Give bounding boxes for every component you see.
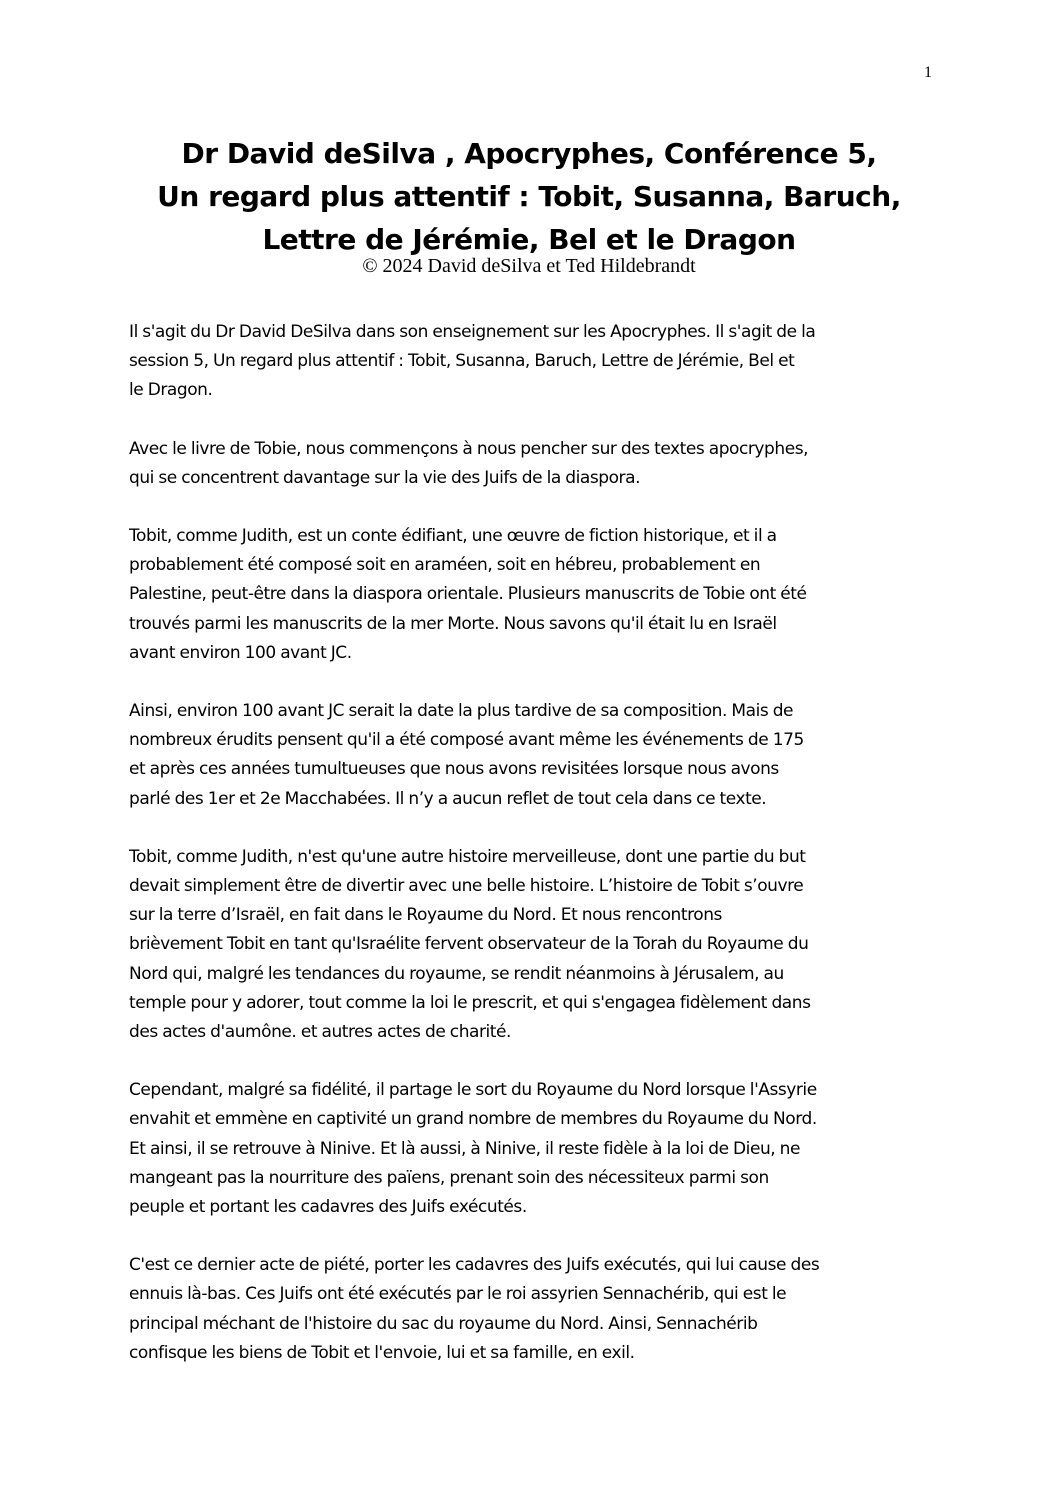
text-line: Et ainsi, il se retrouve à Ninive. Et là aussi, à Ninive, il reste fidèle à la loi de Dieu, ne xyxy=(129,1138,801,1159)
text-line: session 5, Un regard plus attentif : Tobit, Susanna, Baruch, Lettre de Jérémie, Bel et xyxy=(129,351,795,372)
text-line: Ainsi, environ 100 avant JC serait la date la plus tardive de sa composition. Mais de xyxy=(129,701,794,722)
paragraph-tobit-intro xyxy=(129,435,929,493)
text-line: mangeant pas la nourriture des païens, prenant soin des nécessiteux parmi son xyxy=(129,1167,769,1188)
text-line: temple pour y adorer, tout comme la loi le prescrit, et qui s'engagea fidèlement dans xyxy=(129,992,811,1013)
title-line: Lettre de Jérémie, Bel et le Dragon xyxy=(262,223,796,256)
paragraph-composition xyxy=(129,522,929,668)
paragraph-dating xyxy=(129,697,929,814)
paragraph-story-opening xyxy=(129,843,929,1047)
text-line: Palestine, peut-être dans la diaspora orientale. Plusieurs manuscrits de Tobie ont été xyxy=(129,584,807,605)
text-line: peuple et portant les cadavres des Juifs exécutés. xyxy=(129,1197,527,1218)
document-header xyxy=(100,132,958,277)
copyright-notice: © 2024 David deSilva et Ted Hildebrandt xyxy=(362,255,696,277)
paragraph-captivity xyxy=(129,1076,929,1222)
document-title xyxy=(100,132,958,261)
text-line: ennuis là-bas. Ces Juifs ont été exécutés par le roi assyrien Sennachérib, qui est le xyxy=(129,1284,787,1305)
text-line: C'est ce dernier acte de piété, porter les cadavres des Juifs exécutés, qui lui cause des xyxy=(129,1255,820,1276)
text-line: des actes d'aumône. et autres actes de charité. xyxy=(129,1022,511,1043)
text-line: qui se concentrent davantage sur la vie des Juifs de la diaspora. xyxy=(129,467,641,488)
text-line: Tobit, comme Judith, n'est qu'une autre histoire merveilleuse, dont une partie du but xyxy=(129,846,806,867)
text-line: nombreux érudits pensent qu'il a été composé avant même les événements de 175 xyxy=(129,730,804,751)
text-line: et après ces années tumultueuses que nous avons revisitées lorsque nous avons xyxy=(129,759,779,780)
title-line: Un regard plus attentif : Tobit, Susanna, Baruch, xyxy=(157,180,901,213)
paragraph-intro xyxy=(129,318,929,406)
document-body xyxy=(129,318,929,1397)
paragraph-exile xyxy=(129,1251,929,1368)
title-line: Dr David deSilva , Apocryphes, Conférence 5, xyxy=(181,137,877,170)
page-number: 1 xyxy=(924,64,932,81)
text-line: brièvement Tobit en tant qu'Israélite fervent observateur de la Torah du Royaume du xyxy=(129,934,809,955)
text-line: confisque les biens de Tobit et l'envoie, lui et sa famille, en exil. xyxy=(129,1342,635,1363)
text-line: sur la terre d’Israël, en fait dans le Royaume du Nord. Et nous rencontrons xyxy=(129,905,722,926)
text-line: avant environ 100 avant JC. xyxy=(129,642,352,663)
text-line: trouvés parmi les manuscrits de la mer Morte. Nous savons qu'il était lu en Israël xyxy=(129,613,777,634)
text-line: Cependant, malgré sa fidélité, il partage le sort du Royaume du Nord lorsque l'Assyrie xyxy=(129,1080,817,1101)
text-line: le Dragon. xyxy=(129,380,213,401)
text-line: envahit et emmène en captivité un grand nombre de membres du Royaume du Nord. xyxy=(129,1109,817,1130)
text-line: principal méchant de l'histoire du sac du royaume du Nord. Ainsi, Sennachérib xyxy=(129,1313,758,1334)
text-line: Avec le livre de Tobie, nous commençons à nous pencher sur des textes apocryphes, xyxy=(129,438,809,459)
text-line: devait simplement être de divertir avec une belle histoire. L’histoire de Tobit s’ouvre xyxy=(129,876,804,897)
text-line: Tobit, comme Judith, est un conte édifiant, une œuvre de fiction historique, et il a xyxy=(129,526,777,547)
text-line: Nord qui, malgré les tendances du royaume, se rendit néanmoins à Jérusalem, au xyxy=(129,963,784,984)
text-line: Il s'agit du Dr David DeSilva dans son enseignement sur les Apocryphes. Il s'agit de la xyxy=(129,322,816,342)
text-line: probablement été composé soit en araméen, soit en hébreu, probablement en xyxy=(129,555,761,576)
text-line: parlé des 1er et 2e Macchabées. Il n’y a aucun reflet de tout cela dans ce texte. xyxy=(129,788,767,809)
